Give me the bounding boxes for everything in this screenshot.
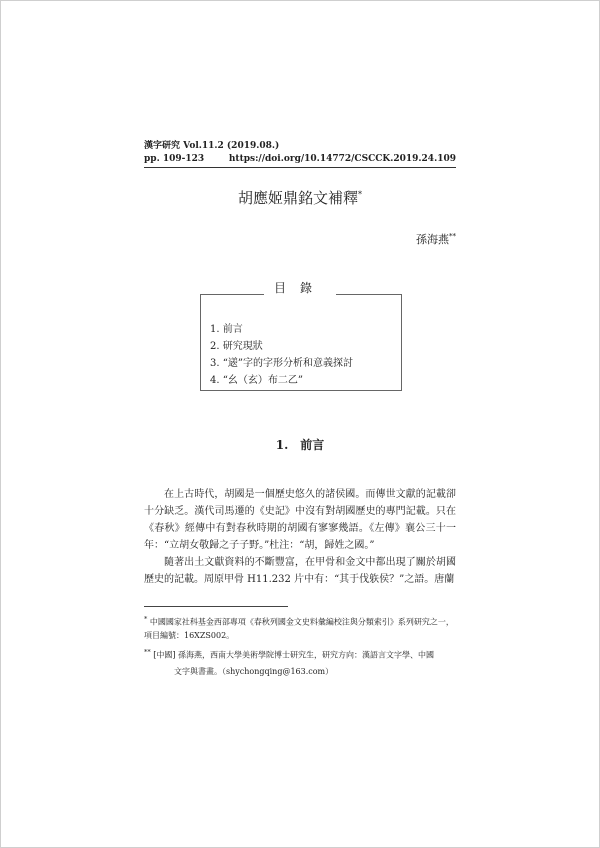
footnote-rule — [144, 606, 288, 607]
doi-link[interactable]: https://doi.org/10.14772/CSCCK.2019.24.109 — [228, 154, 456, 164]
toc-item[interactable]: 4. “幺（玄）布二乙” — [210, 375, 303, 386]
toc-title — [0, 279, 600, 296]
journal-volume: Vol.11.2 (2019.08.) — [183, 141, 280, 151]
journal-header — [144, 140, 456, 166]
author-footnote-mark: ** — [449, 232, 456, 241]
footnotes — [144, 613, 456, 682]
section-heading: 1. 前言 — [275, 438, 325, 452]
header-rule — [144, 167, 456, 168]
toc-title-text: 目錄 — [264, 281, 336, 295]
footnote — [144, 646, 456, 662]
toc-list — [210, 321, 353, 389]
title-footnote-mark: * — [358, 190, 362, 199]
toc-item[interactable]: 2. 研究現狀 — [210, 341, 263, 352]
journal-name-volume — [144, 140, 279, 153]
footnote — [144, 613, 456, 642]
toc-item[interactable]: 3. “䢭”字的字形分析和意義探討 — [210, 358, 353, 369]
page-range: pp. 109-123 — [144, 154, 205, 164]
footnote-continuation: 文字與書畫。（shychongqing@163.com） — [174, 667, 334, 677]
paper-title-text: 胡應姬鼎銘文補釋 — [237, 189, 358, 207]
body-paragraph: 隨著出土文獻資料的不斷豐富，在甲骨和金文中都出現了關於胡國歷史的記載。周原甲骨 H11.232 片中有：“其于伐䠶侯？”之語。唐蘭 — [144, 557, 456, 585]
footnote-mark: ** — [144, 647, 151, 656]
footnote-text: [中國] 孫海燕，西南大學美術學院博士研究生，研究方向：漢語言文字學、中國 — [153, 650, 434, 660]
footnote-mark: * — [144, 615, 148, 623]
author — [416, 231, 456, 247]
footnote-text: 中國國家社科基金西部專項《春秋列國金文史料彙編校注與分類索引》系列研究之一，項目編號：16XZS002。 — [144, 617, 454, 640]
body-paragraph: 在上古時代，胡國是一個歷史悠久的諸侯國。而傳世文獻的記載卻十分缺乏。漢代司馬遷的《史記》中沒有對胡國歷史的專門記載。只在《春秋》經傳中有對春秋時期的胡國有寥寥幾語。《左傳》襄公三十一年：“立胡女敬歸之子子野。”杜注：“胡，歸姓之國。” — [144, 489, 456, 551]
author-name: 孫海燕 — [416, 233, 449, 246]
paper-title — [0, 187, 600, 208]
toc-item[interactable]: 1. 前言 — [210, 324, 243, 335]
journal-name: 漢字研究 — [144, 141, 181, 151]
body-text — [144, 486, 456, 588]
